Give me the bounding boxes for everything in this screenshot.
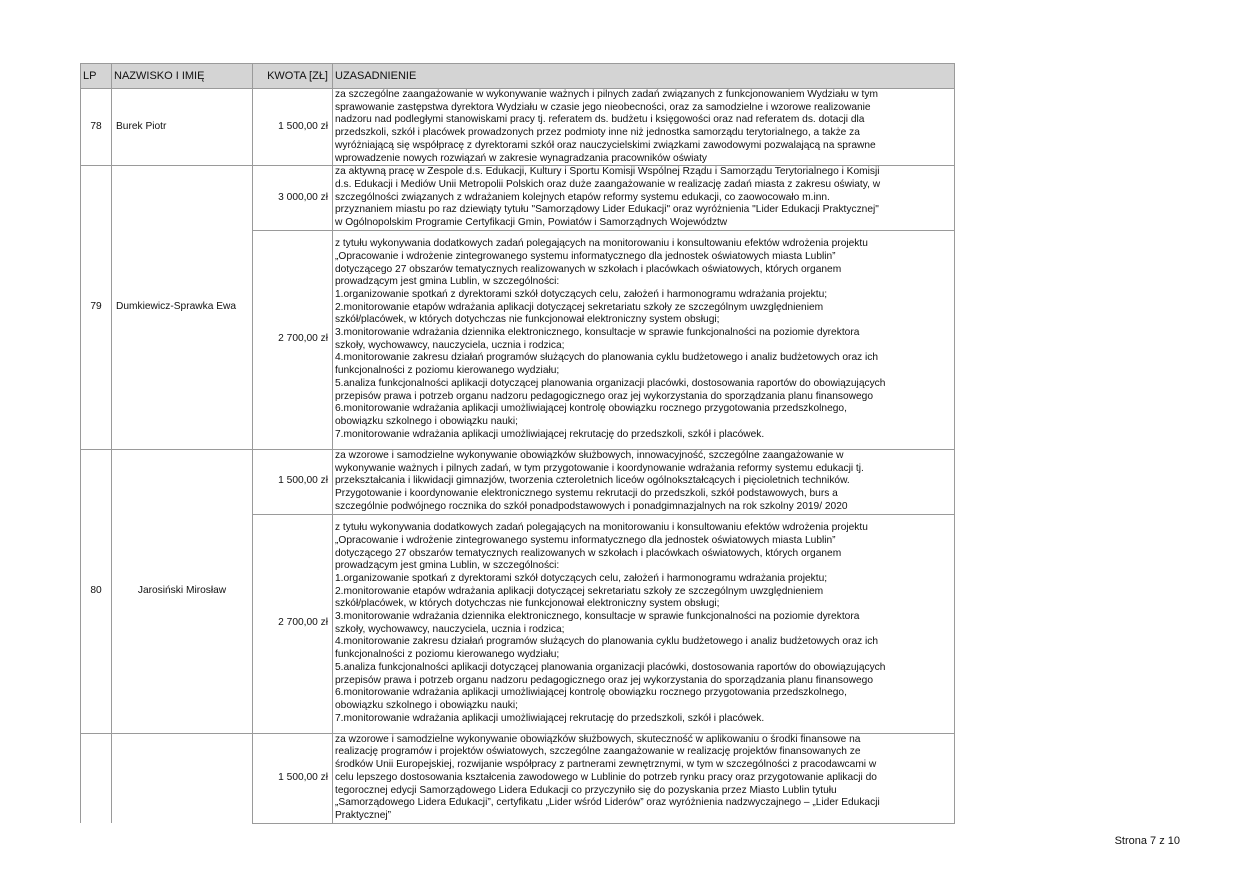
table-row [81,166,955,231]
award-amount: 1 500,00 zł [253,733,333,823]
award-amount: 3 000,00 zł [253,166,333,231]
award-reason: za wzorowe i samodzielne wykonywanie obowiązków służbowych, skuteczność w aplikowaniu o środki finansowe na realizację programów i projektów oświatowych, szczególne zaangażowanie w realizację projektów finansowanych ze środków Unii Europejskiej, rozwijanie współpracy z partnerami zewnętrznymi, w tym w szczególności z pracodawcami w celu lepszego dostosowania kształcenia zawodowego w Lublinie do potrzeb rynku pracy oraz przygotowanie aplikacji do tegorocznej edycji Samorządowego Lidera Edukacji co przyczyniło się do pozyskania przez Miasto Lublin tytułu „Samorządowego Lidera Edukacji”, certyfikatu „Lider wśród Liderów” oraz wyróżnienia nadzwyczajnego – „Lider Edukacji Praktycznej” [333,733,955,823]
award-amount: 1 500,00 zł [253,449,333,514]
award-amount: 1 500,00 zł [253,89,333,166]
header-reason: UZASADNIENIE [333,64,955,89]
header-amount: KWOTA [ZŁ] [253,64,333,89]
header-name: NAZWISKO I IMIĘ [112,64,253,89]
row-name [112,733,253,823]
award-reason: za aktywną pracę w Zespole d.s. Edukacji, Kultury i Sportu Komisji Wspólnej Rządu i Samorządu Terytorialnego i Komisji d.s. Edukacji i Mediów Unii Metropolii Polskich oraz duże zaangażowanie w realizację zadań miasta z zakresu oświaty, w szczególności związanych z wdrażaniem kolejnych etapów reformy systemu edukacji, co zaowocowało m.inn. przyznaniem miastu po raz dziewiąty tytułu "Samorządowy Lider Edukacji" oraz wyróżnienia "Lider Edukacji Praktycznej" w Ogólnopolskim Programie Certyfikacji Gmin, Powiatów i Samorządnych Województw [333,166,955,231]
page-number: Strona 7 z 10 [1114,835,1180,847]
table-header-row [81,64,955,89]
table-row [81,89,955,166]
row-name: Burek Piotr [112,89,253,166]
award-reason: za szczególne zaangażowanie w wykonywanie ważnych i pilnych zadań związanych z funkcjonowaniem Wydziału w tym sprawowanie zastępstwa dyrektora Wydziału w czasie jego nieobecności, oraz za samodzielne i wzorowe realizowanie nadzoru nad podległymi stanowiskami pracy tj. referatem ds. budżetu i księgowości oraz nad referatem ds. dotacji dla przedszkoli, szkół i placówek prowadzonych przez podmioty inne niż jednostka samorządu terytorialnego, a także za wyróżniającą się współpracę z dyrektorami szkół oraz nauczycielskimi związkami zawodowymi pozwalającą na sprawne wprowadzenie nowych rozwiązań w zakresie wynagradzania pracowników oświaty [333,89,955,166]
award-amount: 2 700,00 zł [253,514,333,733]
award-reason: z tytułu wykonywania dodatkowych zadań polegających na monitorowaniu i konsultowaniu efektów wdrożenia projektu „Opracowanie i wdrożenie zintegrowanego systemu informatycznego dla jednostek oświatowych miasta Lublin” dotyczącego 27 obszarów tematycznych realizowanych w szkołach i placówkach oświatowych, których organem prowadzącym jest gmina Lublin, w szczególności: 1.organizowanie spotkań z dyrektorami szkół dotyczących celu, założeń i harmonogramu wdrażania projektu; 2.monitorowanie etapów wdrażania aplikacji dotyczącej sekretariatu szkoły ze szczególnym uwzględnieniem szkół/placówek, w których dotychczas nie funkcjonował elektroniczny system obsługi; 3.monitorowanie wdrażania dziennika elektronicznego, konsultacje w sprawie funkcjonalności na poziomie dyrektora szkoły, wychowawcy, nauczyciela, ucznia i rodzica; 4.monitorowanie zakresu działań programów służących do planowania cyklu budżetowego i analiz budżetowych oraz ich funkcjonalności z poziomu kierowanego wydziału; 5.analiza funkcjonalności aplikacji dotyczącej planowania organizacji placówki, dostosowania raportów do obowiązujących przepisów prawa i potrzeb organu nadzoru pedagogicznego oraz jej wykorzystania do sporządzania planu finansowego 6.monitorowanie wdrażania aplikacji umożliwiającej kontrolę obowiązku rocznego przygotowania przedszkolnego, obowiązku szkolnego i obowiązku nauki; 7.monitorowanie wdrażania aplikacji umożliwiającej rekrutację do przedszkoli, szkół i placówek. [333,514,955,733]
table-row [81,733,955,823]
award-amount: 2 700,00 zł [253,230,333,449]
table-row [81,449,955,514]
award-reason: z tytułu wykonywania dodatkowych zadań polegających na monitorowaniu i konsultowaniu efektów wdrożenia projektu „Opracowanie i wdrożenie zintegrowanego systemu informatycznego dla jednostek oświatowych miasta Lublin” dotyczącego 27 obszarów tematycznych realizowanych w szkołach i placówkach oświatowych, których organem prowadzącym jest gmina Lublin, w szczególności: 1.organizowanie spotkań z dyrektorami szkół dotyczących celu, założeń i harmonogramu wdrażania projektu; 2.monitorowanie etapów wdrażania aplikacji dotyczącej sekretariatu szkoły ze szczególnym uwzględnieniem szkół/placówek, w których dotychczas nie funkcjonował elektroniczny system obsługi; 3.monitorowanie wdrażania dziennika elektronicznego, konsultacje w sprawie funkcjonalności na poziomie dyrektora szkoły, wychowawcy, nauczyciela, ucznia i rodzica; 4.monitorowanie zakresu działań programów służących do planowania cyklu budżetowego i analiz budżetowych oraz ich funkcjonalności z poziomu kierowanego wydziału; 5.analiza funkcjonalności aplikacji dotyczącej planowania organizacji placówki, dostosowania raportów do obowiązujących przepisów prawa i potrzeb organu nadzoru pedagogicznego oraz jej wykorzystania do sporządzania planu finansowego 6.monitorowanie wdrażania aplikacji umożliwiającej kontrolę obowiązku rocznego przygotowania przedszkolnego, obowiązku szkolnego i obowiązku nauki; 7.monitorowanie wdrażania aplikacji umożliwiającej rekrutację do przedszkoli, szkół i placówek. [333,230,955,449]
row-lp [81,733,112,823]
row-lp: 79 [81,166,112,450]
row-lp: 78 [81,89,112,166]
row-name: Dumkiewicz-Sprawka Ewa [112,166,253,450]
awards-table [80,63,955,824]
row-lp: 80 [81,449,112,733]
header-lp: LP [81,64,112,89]
row-name: Jarosiński Mirosław [112,449,253,733]
award-reason: za wzorowe i samodzielne wykonywanie obowiązków służbowych, innowacyjność, szczególne zaangażowanie w wykonywanie ważnych i pilnych zadań, w tym przygotowanie i koordynowanie wdrażania reformy systemu edukacji tj. przekształcania i likwidacji gimnazjów, tworzenia czteroletnich liceów ogólnokształcących i pięcioletnich techników. Przygotowanie i koordynowanie elektronicznego systemu rekrutacji do przedszkoli, szkół podstawowych, burs a szczególnie podwójnego rocznika do szkół ponadpodstawowych i ponadgimnazjalnych na rok szkolny 2019/ 2020 [333,449,955,514]
